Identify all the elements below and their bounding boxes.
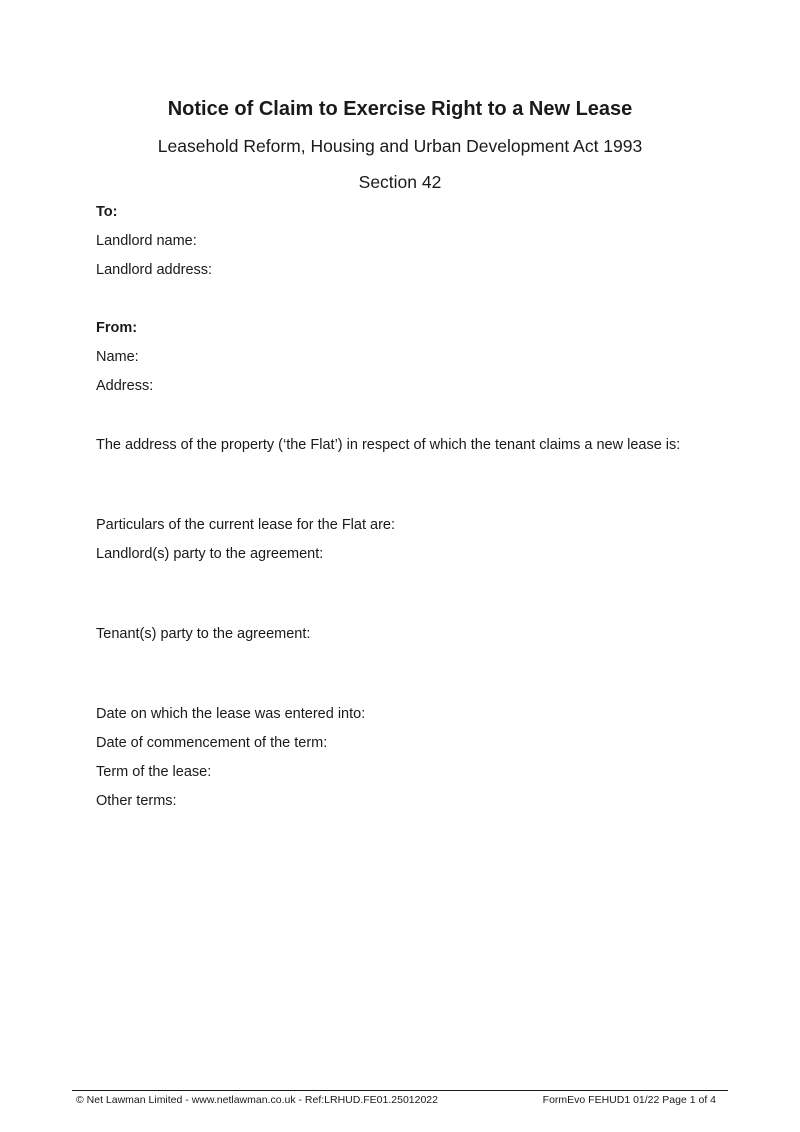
other-terms-label: Other terms:	[96, 793, 177, 809]
from-address-label: Address:	[96, 378, 154, 394]
footer-page-info: FormEvo FEHUD1 01/22 Page 1 of 4	[542, 1094, 716, 1106]
from-heading: From:	[96, 320, 138, 336]
document-title: Notice of Claim to Exercise Right to a New Lease	[167, 98, 633, 120]
footer-divider	[72, 1090, 728, 1091]
date-commencement-label: Date of commencement of the term:	[96, 735, 328, 751]
from-name-label: Name:	[96, 349, 139, 365]
lease-particulars-label: Particulars of the current lease for the Flat are:	[96, 517, 395, 533]
landlord-name-label: Landlord name:	[96, 233, 197, 249]
act-name: Leasehold Reform, Housing and Urban Development Act 1993	[157, 136, 643, 156]
property-statement: The address of the property (‘the Flat’) in respect of which the tenant claims a new lease is:	[96, 437, 681, 453]
footer-copyright: © Net Lawman Limited - www.netlawman.co.uk - Ref:LRHUD.FE01.25012022	[76, 1094, 438, 1106]
landlords-party-label: Landlord(s) party to the agreement:	[96, 546, 324, 562]
term-label: Term of the lease:	[96, 764, 212, 780]
section-number: Section 42	[358, 172, 442, 192]
tenants-party-label: Tenant(s) party to the agreement:	[96, 626, 311, 642]
date-entered-label: Date on which the lease was entered into:	[96, 706, 366, 722]
landlord-address-label: Landlord address:	[96, 262, 213, 278]
to-heading: To:	[96, 204, 118, 220]
